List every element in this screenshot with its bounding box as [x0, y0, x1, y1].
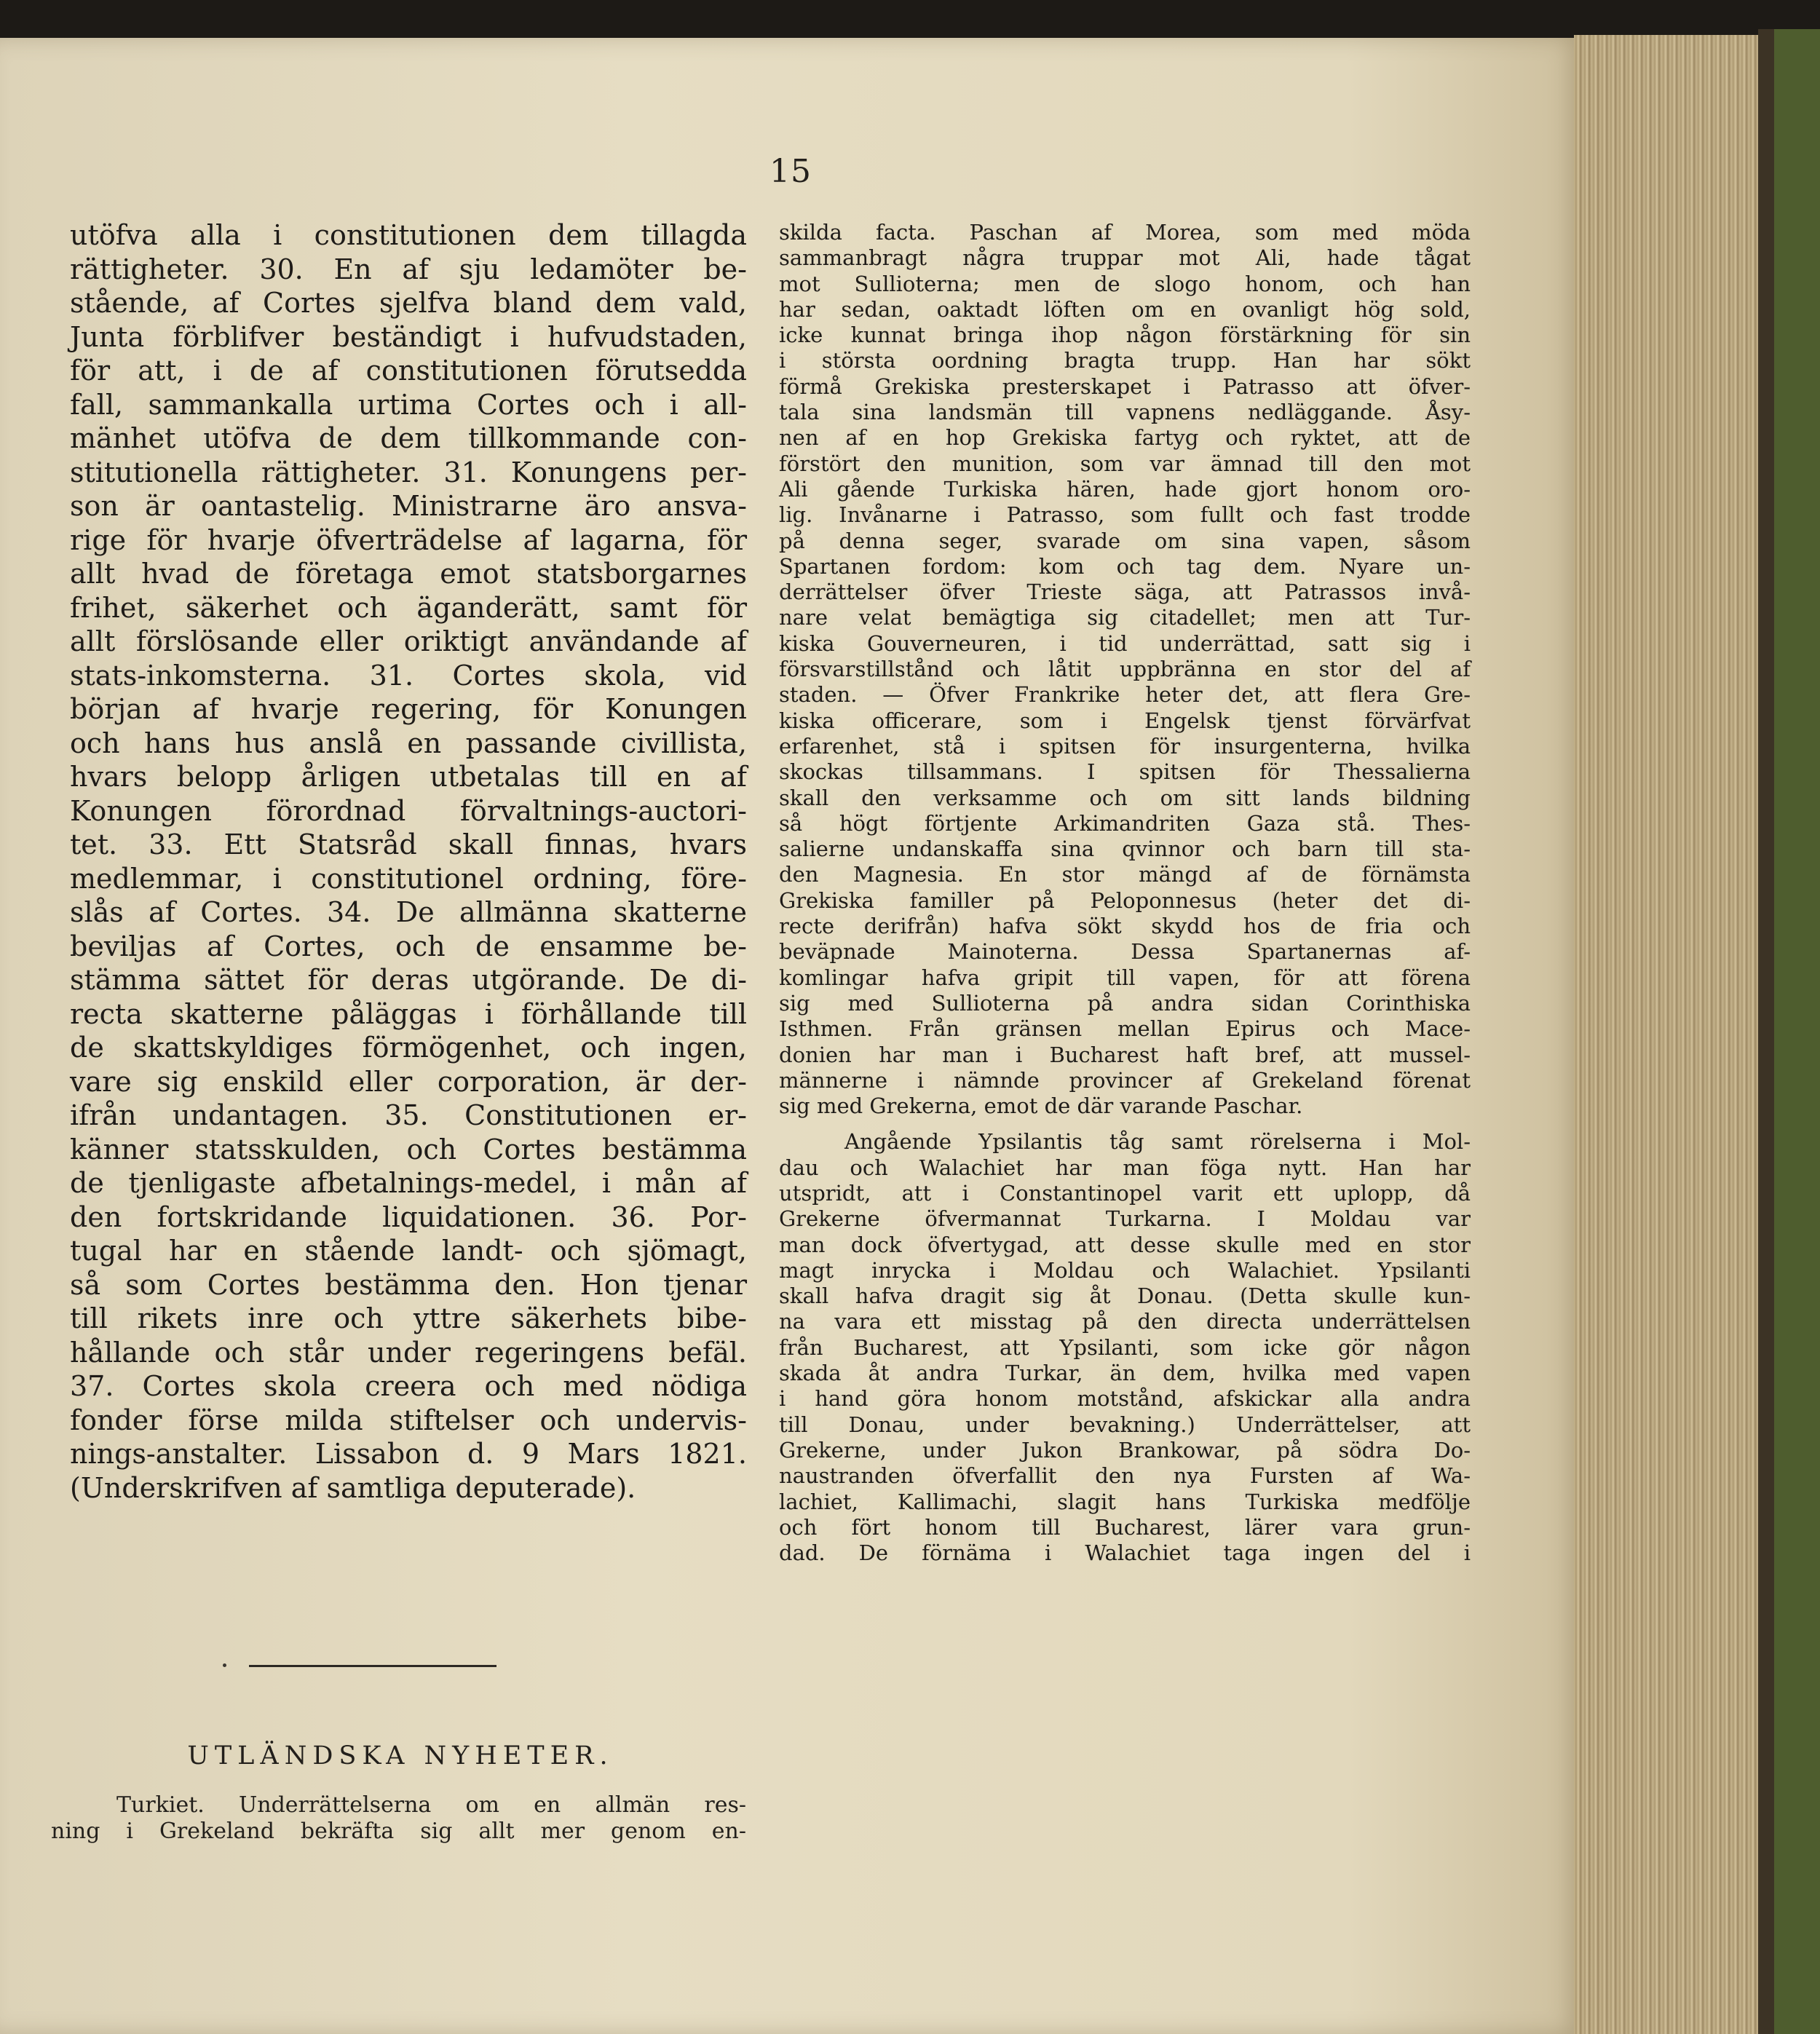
text-line: fall, sammankalla urtima Cortes och i all-	[70, 388, 747, 421]
text-line: mänhet utöfva de dem tillkommande con-	[70, 422, 747, 454]
text-line: stats-inkomsterna. 31. Cortes skola, vid	[70, 659, 747, 692]
text-line: Spartanen fordom: kom och tag dem. Nyare un-	[779, 553, 1471, 579]
text-line: Grekiska familler på Peloponnesus (heter det di-	[779, 887, 1471, 913]
text-line: tugal har en stående landt- och sjömagt,	[70, 1235, 747, 1267]
text-line: 37. Cortes skola creera och med nödiga	[70, 1370, 747, 1402]
text-line: nare velat bemägtiga sig citadellet; men att Tur-	[779, 605, 1471, 630]
text-line: till Donau, under bevakning.) Underrättelser, att	[779, 1412, 1471, 1437]
text-line: och hans hus anslå en passande civillista,	[70, 727, 747, 759]
text-line: i största oordning bragta trupp. Han har sökt	[779, 348, 1471, 373]
text-line: hvars belopp årligen utbetalas till en af	[70, 761, 747, 793]
book-spine	[1774, 29, 1820, 2034]
text-line: lachiet, Kallimachi, slagit hans Turkiska medfölje	[779, 1489, 1471, 1514]
text-line: donien har man i Bucharest haft bref, att mussel-	[779, 1042, 1471, 1067]
text-line: recte derifrån) hafva sökt skydd hos de fria och	[779, 914, 1471, 939]
text-line: dau och Walachiet har man föga nytt. Han har	[779, 1155, 1471, 1180]
text-line: vare sig enskild eller corporation, är der-	[70, 1065, 747, 1098]
text-line: Ali gående Turkiska hären, hade gjort honom oro-	[779, 476, 1471, 502]
text-line: beviljas af Cortes, och de ensamme be-	[70, 930, 747, 962]
text-line: medlemmar, i constitutionel ordning, före-	[70, 862, 747, 895]
text-line: ifrån undantagen. 35. Constitutionen er-	[70, 1099, 747, 1131]
text-line: skockas tillsammans. I spitsen för Thessalierna	[779, 759, 1471, 785]
text-line: erfarenhet, stå i spitsen för insurgenterna, hvilka	[779, 733, 1471, 759]
text-line: dad. De förnäma i Walachiet taga ingen del i	[779, 1540, 1471, 1566]
page-edges	[1574, 35, 1774, 2034]
text-line: salierne undanskaffa sina qvinnor och barn till sta-	[779, 836, 1471, 862]
text-line: hållande och står under regeringens befäl.	[70, 1336, 747, 1369]
text-line: skall den verksamme och om sitt lands bildning	[779, 785, 1471, 810]
text-line: beväpnade Mainoterna. Dessa Spartanernas af-	[779, 939, 1471, 965]
text-line: na vara ett misstag på den directa underrättelsen	[779, 1309, 1471, 1334]
left-bottom-paragraph	[51, 1792, 746, 1845]
text-line: skilda facta. Paschan af Morea, som med möda	[779, 220, 1471, 245]
text-line: fonder förse milda stiftelser och undervis-	[70, 1404, 747, 1436]
book-spine-shadow	[1758, 29, 1776, 2034]
text-line: skall hafva dragit sig åt Donau. (Detta skulle kun-	[779, 1283, 1471, 1309]
text-line: nings-anstalter. Lissabon d. 9 Mars 1821.	[70, 1438, 747, 1470]
text-line: recta skatterne påläggas i förhållande till	[70, 997, 747, 1030]
text-line: Angående Ypsilantis tåg samt rörelserna i Mol-	[844, 1129, 1471, 1155]
text-line: sig med Sullioterna på andra sidan Corinthiska	[779, 990, 1471, 1016]
text-line: början af hvarje regering, för Konungen	[70, 693, 747, 725]
text-line: rättigheter. 30. En af sju ledamöter be-	[70, 253, 747, 285]
text-line: stående, af Cortes sjelfva bland dem vald,	[70, 287, 747, 319]
text-line: från Bucharest, att Ypsilanti, som icke gör någon	[779, 1334, 1471, 1360]
text-line: allt hvad de företaga emot statsborgarnes	[70, 558, 747, 590]
text-line: de skattskyldiges förmögenhet, och ingen,	[70, 1032, 747, 1064]
section-heading: UTLÄNDSKA NYHETER.	[187, 1741, 614, 1770]
ornament-dot	[223, 1663, 226, 1667]
text-line: i hand göra honom motstånd, afskickar alla andra	[779, 1386, 1471, 1412]
text-line: till rikets inre och yttre säkerhets bibe-	[70, 1302, 747, 1334]
text-line: tala sina landsmän till vapnens nedläggande. Åsy-	[779, 400, 1471, 425]
text-line: frihet, säkerhet och äganderätt, samt för	[70, 591, 747, 624]
text-line: på denna seger, svarade om sina vapen, såsom	[779, 528, 1471, 553]
text-line: känner statsskulden, och Cortes bestämma	[70, 1133, 747, 1166]
text-line: (Underskrifven af samtliga deputerade).	[70, 1471, 636, 1504]
text-line: männerne i nämnde provincer af Grekeland förenat	[779, 1067, 1471, 1093]
text-line: naustranden öfverfallit den nya Fursten af Wa-	[779, 1463, 1471, 1489]
text-line: Isthmen. Från gränsen mellan Epirus och Mace-	[779, 1016, 1471, 1042]
text-line: försvarstillstånd och låtit uppbränna en stor del af	[779, 657, 1471, 682]
text-line: magt inrycka i Moldau och Walachiet. Ypsilanti	[779, 1257, 1471, 1283]
text-line: mot Sullioterna; men de slogo honom, och han	[779, 271, 1471, 296]
left-column	[70, 218, 747, 1505]
text-line: den Magnesia. En stor mängd af de förnämsta	[779, 862, 1471, 887]
section-divider	[249, 1665, 496, 1667]
text-line: stitutionella rättigheter. 31. Konungens per-	[70, 456, 747, 488]
text-line: sammanbragt några truppar mot Ali, hade tågat	[779, 245, 1471, 271]
text-line: man dock öfvertygad, att desse skulle med en stor	[779, 1232, 1471, 1257]
text-line: derrättelser öfver Trieste säga, att Patrassos invå-	[779, 579, 1471, 605]
text-line: och fört honom till Bucharest, lärer vara grun-	[779, 1514, 1471, 1540]
text-line: förstört den munition, som var ämnad till den mot	[779, 451, 1471, 476]
text-line: sig med Grekerna, emot de där varande Paschar.	[779, 1093, 1303, 1119]
text-line: rige för hvarje öfverträdelse af lagarna, för	[70, 523, 747, 556]
text-line: son är oantastelig. Ministrarne äro ansva-	[70, 490, 747, 522]
text-line: förmå Grekiska presterskapet i Patrasso att öfver-	[779, 373, 1471, 399]
text-line: komlingar hafva gripit till vapen, för att förena	[779, 965, 1471, 990]
text-line: Turkiet. Underrättelserna om en allmän res-	[116, 1792, 746, 1818]
text-line: tet. 33. Ett Statsråd skall finnas, hvars	[70, 828, 747, 860]
text-line: de tjenligaste afbetalnings-medel, i mån af	[70, 1167, 747, 1199]
page-number: 15	[769, 153, 812, 190]
right-column	[779, 220, 1471, 1566]
text-line: nen af en hop Grekiska fartyg och ryktet, att de	[779, 425, 1471, 451]
text-line: så högt förtjente Arkimandriten Gaza stå. Thes-	[779, 810, 1471, 836]
text-line: Grekerne öfvermannat Turkarna. I Moldau var	[779, 1206, 1471, 1232]
text-line: allt förslösande eller oriktigt användande af	[70, 625, 747, 657]
text-line: icke kunnat bringa ihop någon förstärkning för sin	[779, 322, 1471, 348]
text-line: den fortskridande liquidationen. 36. Por-	[70, 1200, 747, 1233]
text-line: har sedan, oaktadt löften om en ovanligt hög sold,	[779, 296, 1471, 322]
text-line: Junta förblifver beständigt i hufvudstaden,	[70, 320, 747, 353]
text-line: utspridt, att i Constantinopel varit ett uplopp, då	[779, 1180, 1471, 1206]
text-line: Grekerne, under Jukon Brankowar, på södra Do-	[779, 1437, 1471, 1463]
text-line: slås af Cortes. 34. De allmänna skatterne	[70, 896, 747, 928]
text-line: kiska officerare, som i Engelsk tjenst förvärfvat	[779, 708, 1471, 733]
text-line: utöfva alla i constitutionen dem tillagda	[70, 219, 747, 251]
text-line: stämma sättet för deras utgörande. De di-	[70, 964, 747, 996]
text-line: staden. — Öfver Frankrike heter det, att flera Gre-	[779, 682, 1471, 708]
text-line: kiska Gouverneuren, i tid underrättad, satt sig i	[779, 630, 1471, 656]
text-line: skada åt andra Turkar, än dem, hvilka med vapen	[779, 1361, 1471, 1386]
text-line: ning i Grekeland bekräfta sig allt mer genom en-	[51, 1819, 746, 1844]
text-line: för att, i de af constitutionen förutsedda	[70, 355, 747, 387]
text-line: så som Cortes bestämma den. Hon tjenar	[70, 1268, 747, 1301]
text-line: lig. Invånarne i Patrasso, som fullt och fast trodde	[779, 502, 1471, 528]
text-line: Konungen förordnad förvaltnings-auctori-	[70, 794, 747, 827]
